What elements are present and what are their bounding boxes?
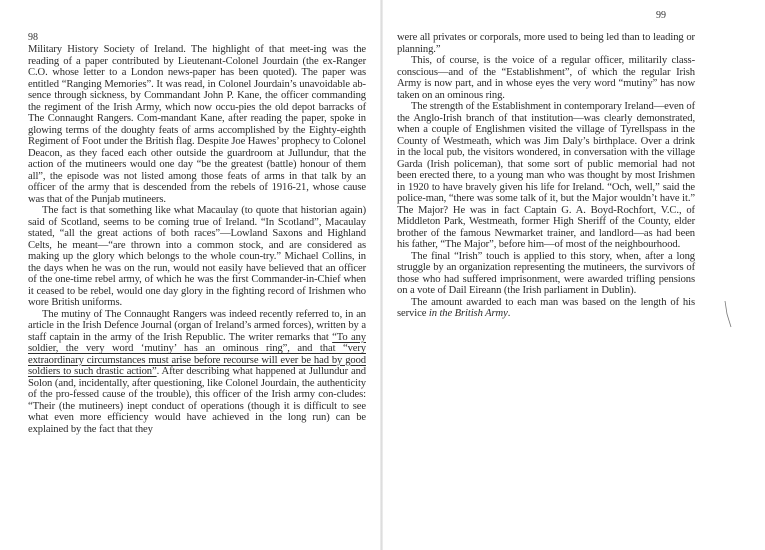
underlined-quote: “To any soldier, the very word ‘mutiny’ has an ominous ring”, and that “very extraordinary circumstances must arise before recourse will ever be had by good soldiers to such drastic action” <box>28 331 366 377</box>
page-number-right: 99 <box>656 10 666 21</box>
left-paragraph-2: The fact is that something like what Macaulay (to quote that historian again) said of Scotland, seems to be coming true of Ireland. “In Scotland”, Macaulay stated, “all the great actions of both races”—Lowland Saxons and Highland Celts, he meant—“are thrown into a common stock, and are considered as making up the glory which belongs to the whole coun-try.” Michael Collins, in the days when he was on the run, would not easily have believed that an officer of the one-time rebel army, of which he was the first Commander-in-Chief when it ceased to be rebel, would one day glory in the fighting record of Irishmen who wore British uniforms. <box>28 205 366 308</box>
left-paragraph-1: Military History Society of Ireland. The highlight of that meet-ing was the reading of a paper contributed by Lieutenant-Colonel Jourdain (the ex-Ranger C.O. whose letter to a London news-paper has been quoted). The paper was entitled “Ranging Memories”. It was read, in Colonel Jourdain’s unavoidable ab-sence through sickness, by Commandant John P. Kane, the officer commanding the regiment of the Irish Army, which now occu-pies the old depot barracks of The Connaught Rangers. Com-mandant Kane, after reading the paper, spoke in glowing terms of the doughty feats of arms accomplished by the Eighty-eighth Regiment of Foot under the British flag. Despite Joe Hawes’ prophecy to Colonel Deacon, as they faced each other outside the guardroom at Jullundur, that the action of the mutineers would one day “be the greatest (battle) honour of them all”, the episode was not listed among those feats of arms in that talk by an officer of the army that is descended from the rebels of 1916-21, whose cause was that of the Punjab mutineers. <box>28 44 366 205</box>
italic-phrase: in the British Army <box>428 308 508 319</box>
left-page <box>0 0 382 550</box>
right-text-column <box>397 32 695 320</box>
right-page <box>383 0 765 550</box>
right-paragraph-1: were all privates or corporals, more used to being led than to leading or planning.” <box>397 32 695 55</box>
page-number-left: 98 <box>28 32 38 43</box>
pencil-margin-mark <box>723 300 733 328</box>
right-paragraph-3: The strength of the Establishment in contemporary Ireland—even of the Anglo-Irish branch of that institution—was clearly demonstrated, when a couple of Englishmen visited the village of Tyrellspass in the County of Westmeath, which was Jim Daly’s birthplace. Over a drink in the local pub, the visitors wondered, in conversation with the village Garda (Irish policeman), that some sort of public memorial had not been erected there, to a young man who was thought by most Irishmen in 1920 to have bravely given his life for Ireland. “Och, well,” said the police-man, “there was some talk of it, but the Major wouldn’t have it.” The Major? He was in fact Captain G. A. Boyd-Rochfort, V.C., of Middleton Park, Westmeath, former High Sheriff of the County, elder brother of the famous Newmarket trainer, and landlord—as had been his father, “The Major”, before him—of most of the neighbourhood. <box>397 101 695 250</box>
right-paragraph-5 <box>397 297 695 320</box>
right-paragraph-5-end: . <box>507 308 511 319</box>
left-text-column <box>28 44 366 435</box>
right-paragraph-4: The final “Irish” touch is applied to this story, when, after a long struggle by an organization representing the mutineers, the survivors of those who had suffered imprisonment, were awarded trifling pensions on a vote of Dail Eireann (the Irish parliament in Dublin). <box>397 250 695 296</box>
left-paragraph-3-start: The mutiny of The Connaught Rangers was indeed recently referred to, in an article in the Irish Defence Journal (organ of Ireland’s armed forces), written by a staff captain in the army of the Irish Republic. The writer remarks that <box>28 308 366 343</box>
right-paragraph-5-start: The amount awarded to each man was based on the length of his service <box>397 296 695 319</box>
left-paragraph-3-end: . After describing what happened at Jullundur and Solon (and, incidentally, after questioning, like Colonel Jourdain, the authenticity of the pro-fessed cause of the trouble), this officer of the Irish army con-cludes: “Their (the mutineers) inept conduct of operations (though it is difficult to see what even more efficiency would have achieved in the long run) can be explained by the fact that they <box>28 366 366 435</box>
right-paragraph-2: This, of course, is the voice of a regular officer, militarily class-conscious—and of the “Establishment”, of which the regular Irish Army is now part, and in whose eyes the very word “mutiny” has now taken on an ominous ring. <box>397 55 695 101</box>
left-paragraph-3 <box>28 309 366 436</box>
